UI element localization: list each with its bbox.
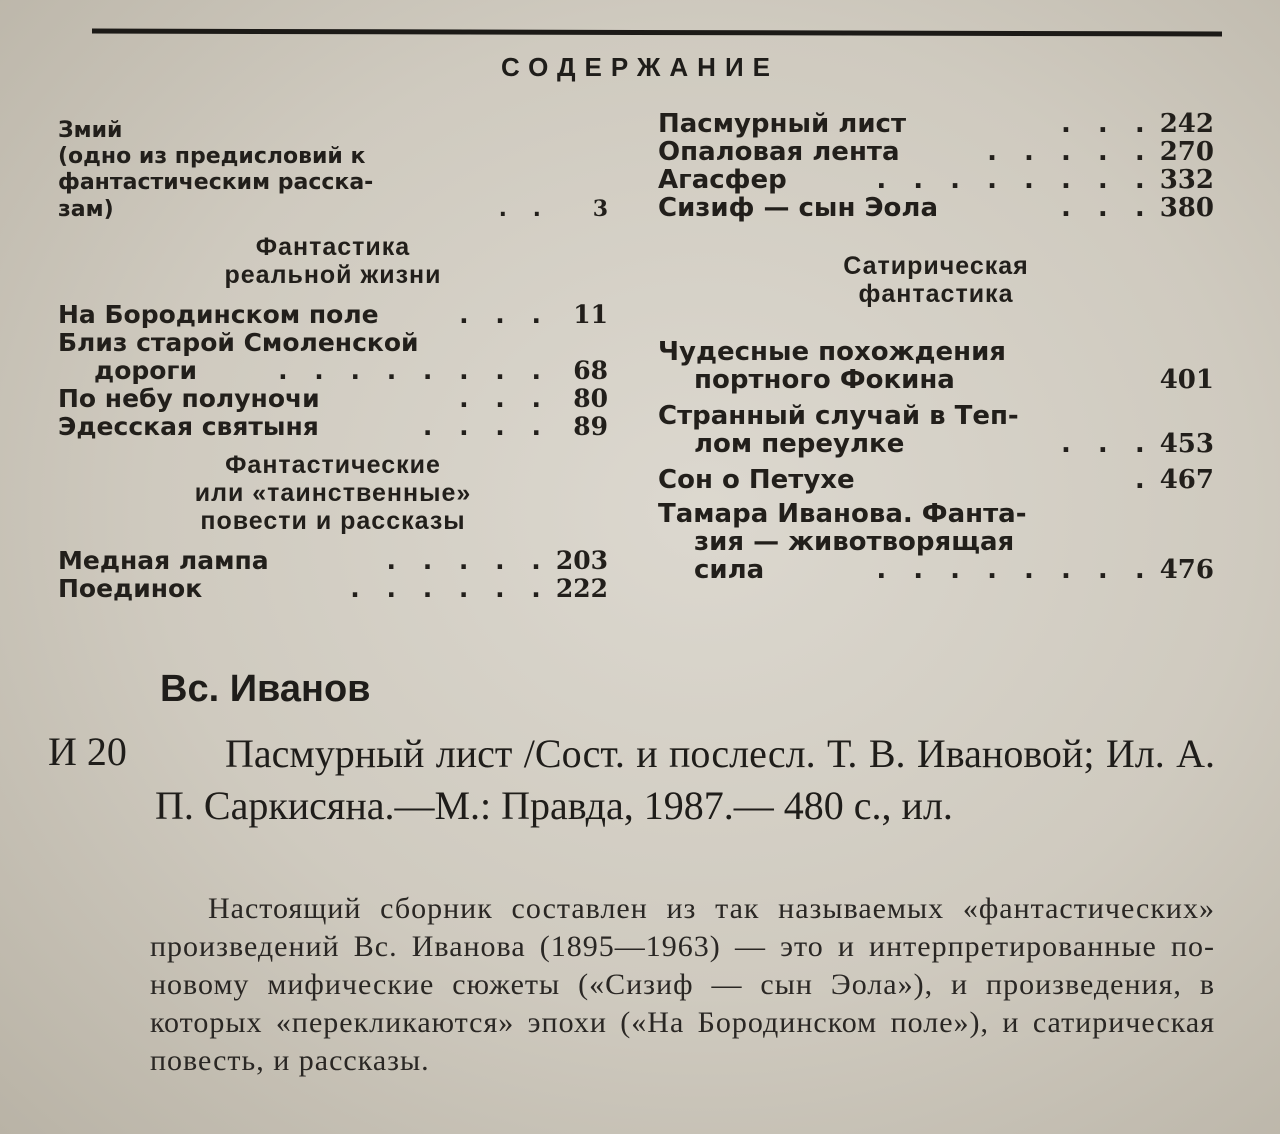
- section-heading-real-life: [58, 233, 608, 289]
- classification-code: И 20: [48, 729, 127, 774]
- section-heading-line: или «таинственные»: [194, 479, 472, 507]
- toc-title: Поединок: [58, 574, 203, 603]
- toc-page-number: 332: [1159, 165, 1214, 195]
- toc-title: Медная лампа: [58, 546, 269, 575]
- toc-leader-dots: .: [1134, 466, 1154, 494]
- toc-line: Змий: [58, 118, 123, 143]
- toc-leader-dots: . . . . . . . .: [876, 556, 1154, 584]
- toc-title-continued: зия — животворящая: [694, 527, 1015, 557]
- contents-left-column: [58, 118, 608, 603]
- toc-leader-dots: . . .: [459, 385, 550, 413]
- toc-title: Агасфер: [658, 165, 787, 195]
- toc-page-number: 222: [555, 574, 608, 603]
- toc-entry: [658, 166, 1214, 194]
- toc-page-number: 476: [1159, 555, 1214, 585]
- toc-page-number: 68: [573, 356, 608, 385]
- toc-entry: [58, 329, 608, 385]
- toc-entry: [658, 138, 1214, 166]
- section-heading-mysterious: [58, 451, 608, 535]
- toc-leader-dots: . . . . .: [386, 547, 550, 575]
- book-annotation: Настоящий сборник составлен из так называемых «фантастических» произведений Вс. Иванова (1895—1963) — это и интерпретированные по-новому мифические сюжеты («Сизиф — сын Эола»), и произведения, в которых «перекликаются» эпохи («На Бородинском поле»), и сатирическая повесть, и рассказы.: [150, 892, 1215, 1077]
- toc-entry: [58, 385, 608, 413]
- section-heading-line: Фантастика: [255, 233, 411, 261]
- toc-page-number: 89: [573, 412, 608, 441]
- toc-leader-dots: . . .: [1060, 430, 1154, 458]
- toc-page-number: 203: [555, 546, 608, 575]
- toc-entry: [58, 575, 608, 603]
- toc-page-number: 80: [573, 384, 608, 413]
- toc-page-number: 11: [573, 300, 608, 329]
- toc-title: Странный случай в Теп-: [658, 401, 1019, 431]
- toc-leader-dots: . . . .: [422, 413, 550, 441]
- toc-entry-intro: [58, 118, 608, 223]
- toc-page-number: 380: [1159, 193, 1214, 223]
- author-name: Вс. Иванов: [160, 668, 371, 710]
- toc-entry: [658, 402, 1214, 458]
- toc-leader-dots: . . .: [1060, 194, 1154, 222]
- toc-title: По небу полуночи: [58, 384, 320, 413]
- section-heading-line: Сатирическая: [843, 252, 1029, 280]
- section-heading-line: повести и рассказы: [200, 507, 466, 535]
- toc-entry: [658, 194, 1214, 222]
- toc-leader-dots: . .: [498, 197, 550, 222]
- toc-title-continued: сила: [694, 555, 765, 585]
- toc-entry: [58, 547, 608, 575]
- section-heading-line: Фантастические: [225, 451, 441, 479]
- toc-title-continued: лом переулке: [694, 429, 905, 459]
- toc-line: зам): [58, 197, 114, 222]
- toc-leader-dots: . . . . . . . .: [876, 166, 1154, 194]
- toc-page-number: 270: [1159, 137, 1214, 167]
- contents-heading: СОДЕРЖАНИЕ: [501, 52, 779, 82]
- toc-title: Тамара Иванова. Фанта-: [658, 499, 1027, 529]
- toc-title: Эдесская святыня: [58, 412, 319, 441]
- toc-title: На Бородинском поле: [58, 300, 379, 329]
- toc-title: Чудесные похождения: [658, 337, 1007, 367]
- toc-entry: [58, 301, 608, 329]
- toc-title: Близ старой Смоленской: [58, 328, 419, 357]
- toc-title: Опаловая лента: [658, 137, 900, 167]
- toc-page-number: 467: [1159, 465, 1214, 495]
- toc-entry: [658, 500, 1214, 584]
- toc-entry: [58, 413, 608, 441]
- toc-page-number: 401: [1159, 365, 1214, 395]
- toc-title-continued: портного Фокина: [694, 365, 955, 395]
- toc-page-number: 453: [1159, 429, 1214, 459]
- toc-leader-dots: . . .: [1060, 110, 1154, 138]
- toc-entry: [658, 466, 1214, 494]
- toc-title: Сон о Петухе: [658, 465, 855, 495]
- section-heading-satirical: [658, 252, 1214, 308]
- toc-line: фантастическим расска-: [58, 170, 374, 195]
- top-rule: [92, 29, 1222, 37]
- section-heading-line: фантастика: [858, 280, 1014, 308]
- toc-title: Пасмурный лист: [658, 109, 907, 139]
- toc-entry: [658, 110, 1214, 138]
- contents-right-column: [658, 110, 1214, 584]
- section-heading-line: реальной жизни: [224, 261, 442, 289]
- toc-leader-dots: . . . . .: [987, 138, 1154, 166]
- toc-page-number: 242: [1159, 109, 1214, 139]
- toc-leader-dots: . . . . . .: [350, 575, 550, 603]
- toc-title: Сизиф — сын Эола: [658, 193, 938, 223]
- toc-line: (одно из предисловий к: [58, 144, 366, 169]
- bibliographic-record: Пасмурный лист /Сост. и послесл. Т. В. Ивановой; Ил. А. П. Саркисяна.—М.: Правда, 1987.— 480 с., ил.: [155, 731, 1215, 828]
- toc-title-continued: дороги: [94, 356, 198, 385]
- toc-page-number: 3: [592, 196, 608, 222]
- toc-leader-dots: . . .: [459, 301, 550, 329]
- toc-entry: [658, 338, 1214, 394]
- toc-leader-dots: . . . . . . . .: [278, 357, 550, 385]
